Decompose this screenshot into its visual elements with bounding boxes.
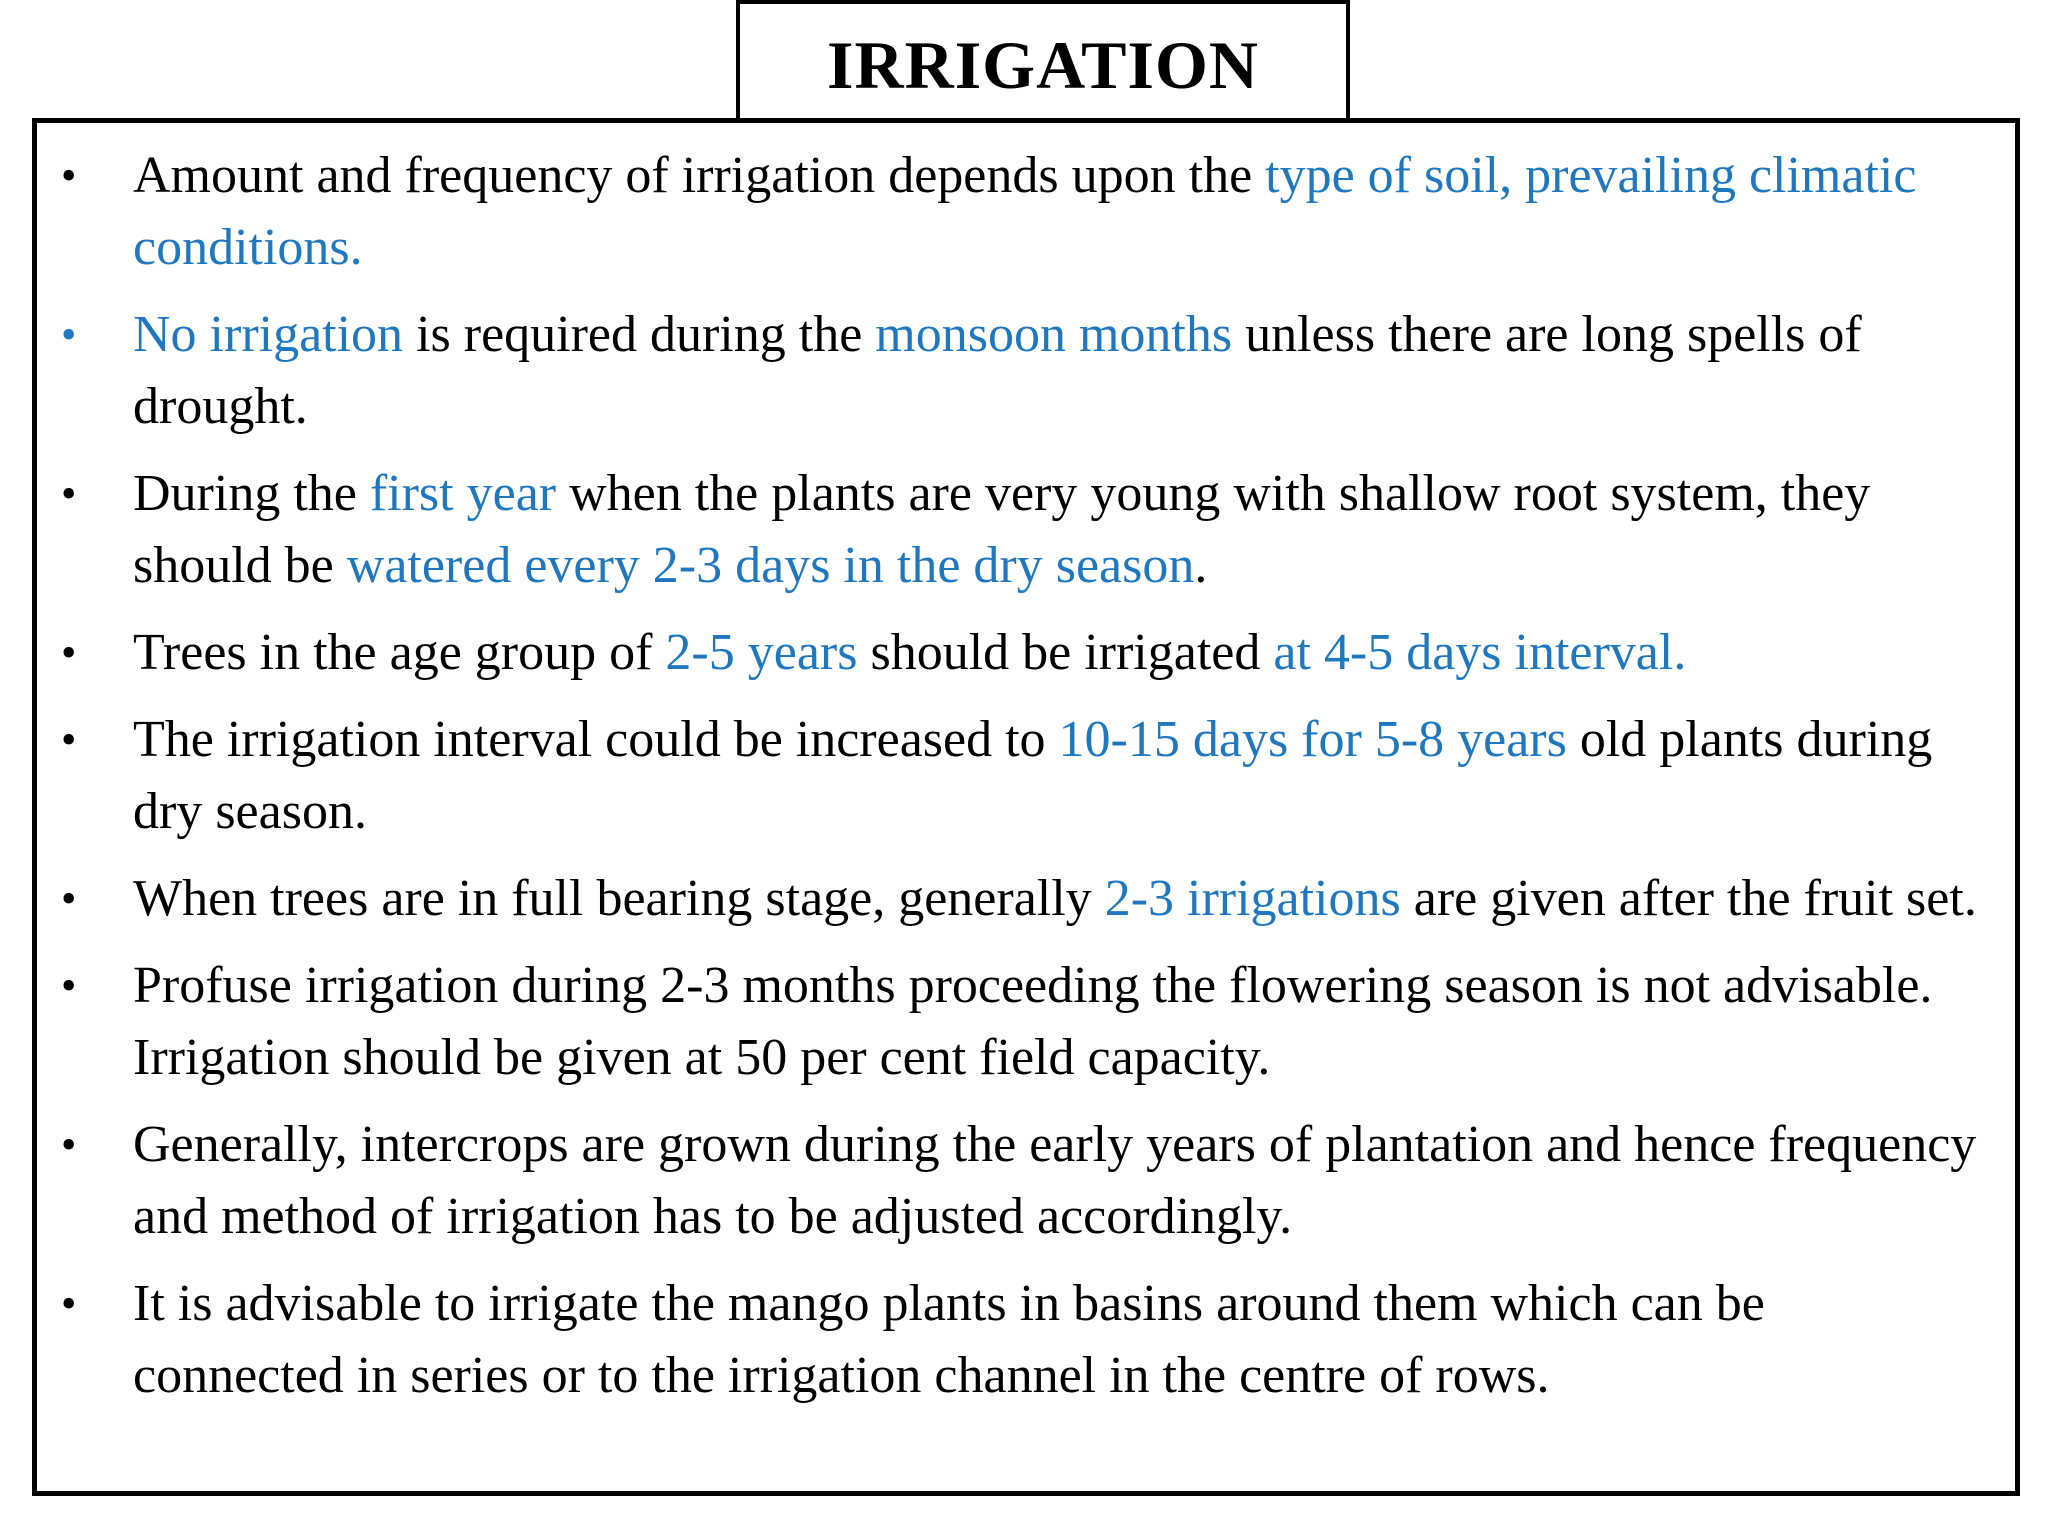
bullet-dot-icon: • <box>61 310 77 359</box>
bullet-text: During the first year when the plants are very young with shallow root system, they should be watered every 2-3 days in the dry season. <box>133 465 1871 594</box>
bullet-item <box>37 458 2015 602</box>
bullet-text: No irrigation is required during the monsoon months unless there are long spells of drought. <box>133 306 1862 435</box>
bullet-item <box>37 299 2015 443</box>
bullet-dot-icon: • <box>61 469 77 518</box>
bullet-text: Amount and frequency of irrigation depends upon the type of soil, prevailing climatic conditions. <box>133 147 1917 276</box>
bullet-item <box>37 617 2015 689</box>
bullet-dot-icon: • <box>61 628 77 677</box>
bullet-dot-icon: • <box>61 1279 77 1328</box>
bullet-item <box>37 704 2015 848</box>
bullet-dot-icon: • <box>61 151 77 200</box>
bullet-dot-icon: • <box>61 961 77 1010</box>
bullet-item <box>37 1268 2015 1412</box>
bullet-text: Profuse irrigation during 2-3 months proceeding the flowering season is not advisable. Irrigation should be given at 50 per cent field capacity. <box>133 957 1933 1086</box>
page-title: IRRIGATION <box>827 26 1259 103</box>
bullet-text: Trees in the age group of 2-5 years should be irrigated at 4-5 days interval. <box>133 624 1687 681</box>
bullet-dot-icon: • <box>61 874 77 923</box>
bullet-item <box>37 950 2015 1094</box>
bullet-item <box>37 863 2015 935</box>
bullet-list <box>37 140 2015 1427</box>
bullet-dot-icon: • <box>61 715 77 764</box>
bullet-text: It is advisable to irrigate the mango plants in basins around them which can be connected in series or to the irrigation channel in the centre of rows. <box>133 1275 1765 1404</box>
bullet-item <box>37 1109 2015 1253</box>
bullet-item <box>37 140 2015 284</box>
bullet-text: The irrigation interval could be increased to 10-15 days for 5-8 years old plants during dry season. <box>133 711 1933 840</box>
title-box <box>736 0 1350 118</box>
content-box <box>32 118 2020 1496</box>
bullet-text: When trees are in full bearing stage, generally 2-3 irrigations are given after the fruit set. <box>133 870 1977 927</box>
bullet-text: Generally, intercrops are grown during the early years of plantation and hence frequency and method of irrigation has to be adjusted accordingly. <box>133 1116 1977 1245</box>
bullet-dot-icon: • <box>61 1120 77 1169</box>
